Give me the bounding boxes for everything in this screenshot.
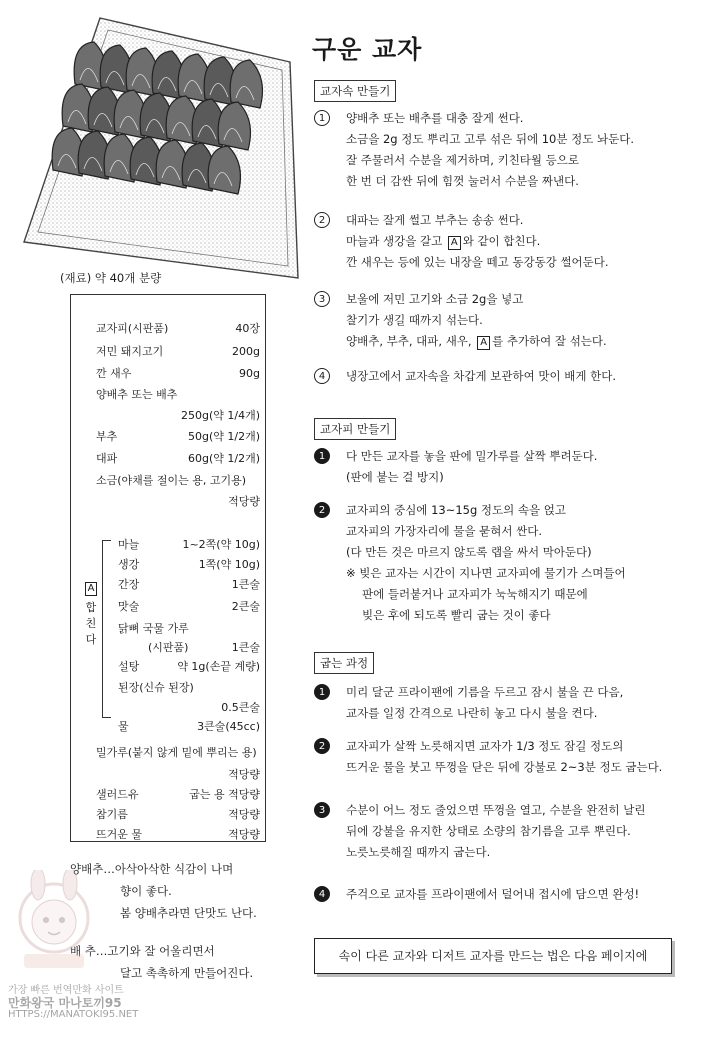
note-line: 달고 촉촉하게 만들어진다.	[120, 966, 254, 980]
step-number: 1	[314, 684, 330, 700]
step-line: 양배추, 부추, 대파, 새우, A 를 추가하여 잘 섞는다.	[346, 334, 607, 348]
ingredient-row	[118, 578, 260, 592]
ingredient-amount: 200g	[232, 345, 260, 358]
ingredient-name: 마늘	[118, 538, 140, 551]
ingredient-name: 소금(야채를 절이는 용, 고기용)	[96, 474, 247, 487]
ingredient-amount: 50g(약 1/2개)	[187, 430, 260, 443]
ingredient-name: 생강	[118, 558, 140, 571]
step-line: 판에 들러붙거나 교자피가 눅눅해지기 때문에	[362, 587, 588, 601]
watermark-mascot-logo	[4, 870, 104, 980]
filling-step-2	[314, 210, 704, 273]
step-number: 4	[314, 368, 330, 384]
step-line: 노릇노릇해질 때까지 굽는다.	[346, 845, 491, 859]
step-line: 잘 주물러서 수분을 제거하며, 키친타월 등으로	[346, 153, 580, 167]
ingredient-row	[118, 641, 260, 655]
ingredient-name: 간장	[118, 578, 140, 591]
note-line: 향이 좋다.	[120, 884, 172, 898]
note-line: 봄 양배추라면 단맛도 난다.	[120, 906, 257, 920]
watermark-text	[8, 985, 138, 1021]
ingredient-row	[96, 828, 260, 842]
step-line: 수분이 어느 정도 줄었으면 뚜껑을 열고, 수분을 완전히 날린	[346, 803, 646, 817]
cooking-step-3	[314, 800, 704, 863]
step-line: 미리 달군 프라이팬에 기름을 두르고 잠시 불을 끈 다음,	[346, 685, 624, 699]
ingredient-amount: 적당량	[228, 495, 260, 508]
ingredient-row	[96, 430, 260, 444]
ingredient-amount: 굽는 용 적당량	[189, 788, 260, 801]
page-title: 구운 교자	[312, 35, 423, 64]
watermark-line: 만화왕국 마나토끼95	[8, 996, 122, 1010]
step-number: 1	[314, 448, 330, 464]
step-line: (판에 붙는 걸 방지)	[346, 470, 444, 484]
ingredient-amount: 90g	[239, 367, 260, 380]
step-line: 교자피의 가장자리에 물을 묻혀서 싼다.	[346, 524, 543, 538]
step-number: 2	[314, 502, 330, 518]
a-marker: A	[448, 236, 461, 250]
step-line: ※ 빚은 교자는 시간이 지나면 교자피에 물기가 스며들어	[346, 566, 626, 580]
ingredient-amount: 1쪽(약 10g)	[198, 558, 260, 571]
ingredient-name: 저민 돼지고기	[96, 345, 164, 358]
step-line: 뒤에 강불을 유지한 상태로 소량의 참기름을 고루 뿌린다.	[346, 824, 631, 838]
step-line: 주걱으로 교자를 프라이팬에서 덜어내 접시에 담으면 완성!	[346, 887, 640, 901]
note-label: 배 추	[70, 944, 96, 958]
ingredient-row	[96, 452, 260, 466]
ingredient-name: 설탕	[118, 660, 140, 673]
a-marker: A	[85, 582, 98, 596]
filling-step-4	[314, 366, 704, 387]
step-line: 소금을 2g 정도 뿌리고 고루 섞은 뒤에 10분 정도 놔둔다.	[346, 132, 634, 146]
ingredient-name: 부추	[96, 430, 118, 443]
step-line: 양배추 또는 배추를 대충 잘게 썬다.	[346, 111, 524, 125]
step-line: 깐 새우는 등에 있는 내장을 떼고 동강동강 썰어둔다.	[346, 255, 609, 269]
ingredient-name: 교자피(시판품)	[96, 322, 169, 335]
ingredient-row	[118, 720, 260, 734]
step-line: 교자를 일정 간격으로 나란히 놓고 다시 불을 켠다.	[346, 706, 598, 720]
section-wrapper-title: 교자피 만들기	[314, 418, 396, 440]
filling-step-3	[314, 289, 704, 352]
ingredient-amount: 1큰술	[231, 578, 260, 591]
ingredient-amount: 250g(약 1/4개)	[180, 409, 260, 422]
a-label-char: 다	[85, 633, 97, 646]
ingredient-amount: 3큰술(45cc)	[197, 720, 260, 733]
step-line: 보울에 저민 고기와 소금 2g을 넣고	[346, 292, 524, 306]
ingredient-amount: 2큰술	[231, 600, 260, 613]
note-label: 양배추	[70, 862, 104, 876]
ingredient-name: 닭뼈 국물 가루	[118, 622, 189, 635]
ingredient-amount: 40장	[235, 322, 260, 335]
ingredient-amount: 적당량	[228, 768, 260, 781]
note-line: …아삭아삭한 식감이 나며	[103, 862, 234, 876]
step-line: 마늘과 생강을 갈고 A 와 같이 합친다.	[346, 234, 541, 248]
ingredient-row	[118, 538, 260, 552]
filling-step-1	[314, 108, 704, 192]
cooking-step-1	[314, 682, 704, 724]
watermark-line: HTTPS://MANATOKI95.NET	[8, 1009, 139, 1020]
ingredient-amount: 0.5큰술	[221, 701, 260, 714]
step-line: 다 만든 교자를 놓을 판에 밀가루를 살짝 뿌려둔다.	[346, 449, 598, 463]
cooking-step-2	[314, 736, 704, 778]
a-group-label	[84, 580, 98, 648]
ingredient-name: 물	[118, 720, 129, 733]
watermark-line: 가장 빠른 번역만화 사이트	[8, 985, 124, 996]
ingredient-row	[96, 322, 260, 336]
step-line: 찰기가 생길 때까지 섞는다.	[346, 313, 483, 327]
step-number: 1	[314, 110, 330, 126]
ingredient-row	[118, 558, 260, 572]
dumpling-plate-illustration	[20, 10, 310, 280]
cooking-step-4	[314, 884, 704, 905]
wrapper-step-1	[314, 446, 704, 488]
step-line: 빚은 후에 되도록 빨리 굽는 것이 좋다	[362, 608, 551, 622]
a-group-bracket	[102, 540, 111, 718]
ingredients-header: (재료) 약 40개 분량	[60, 271, 162, 285]
ingredient-name: 맛술	[118, 600, 140, 613]
ingredient-amount: 약 1g(손끝 계량)	[177, 660, 260, 673]
next-page-banner: 속이 다른 교자와 디저트 교자를 만드는 법은 다음 페이지에	[314, 938, 672, 974]
ingredient-row	[96, 409, 260, 423]
ingredient-row	[118, 701, 260, 715]
ingredient-name: 참기름	[96, 808, 128, 821]
a-label-char: 친	[85, 617, 97, 630]
ingredient-name: 밀가루(붙지 않게 밑에 뿌리는 용)	[96, 746, 257, 759]
a-marker: A	[477, 336, 490, 350]
ingredient-amount: 적당량	[228, 808, 260, 821]
step-line: 대파는 잘게 썰고 부추는 송송 썬다.	[346, 213, 524, 227]
ingredient-row	[96, 495, 260, 509]
ingredient-row	[96, 808, 260, 822]
ingredient-row	[118, 660, 260, 674]
a-label-char: 합	[85, 601, 97, 614]
step-line: 한 번 더 감싼 뒤에 힘껏 눌러서 수분을 짜낸다.	[346, 174, 579, 188]
ingredient-amount: 적당량	[228, 828, 260, 841]
ingredient-row	[96, 367, 260, 381]
ingredient-row	[96, 388, 260, 402]
ingredient-row	[96, 768, 260, 782]
section-cooking-title: 굽는 과정	[314, 652, 374, 674]
ingredient-name: 양배추 또는 배추	[96, 388, 178, 401]
ingredient-row	[96, 788, 260, 802]
step-line: (다 만든 것은 마르지 않도록 랩을 싸서 막아둔다)	[346, 545, 592, 559]
ingredient-amount: 1~2쪽(약 10g)	[182, 538, 260, 551]
ingredient-row	[96, 746, 260, 760]
note-line: …고기와 잘 어울리면서	[95, 944, 215, 958]
ingredient-name: 대파	[96, 452, 118, 465]
ingredient-row	[118, 681, 260, 695]
ingredient-name: 샐러드유	[96, 788, 139, 801]
step-line: 교자피가 살짝 노릇해지면 교자가 1/3 정도 잠길 정도의	[346, 739, 624, 753]
ingredient-row	[96, 345, 260, 359]
step-line: 교자피의 중심에 13~15g 정도의 속을 얹고	[346, 503, 567, 517]
step-number: 2	[314, 738, 330, 754]
ingredient-name: 깐 새우	[96, 367, 132, 380]
ingredient-row	[118, 600, 260, 614]
ingredient-row	[118, 622, 260, 636]
step-number: 3	[314, 802, 330, 818]
ingredient-row	[96, 474, 260, 488]
step-line: 뜨거운 물을 붓고 뚜껑을 닫은 뒤에 강불로 2~3분 정도 굽는다.	[346, 760, 663, 774]
step-line: 냉장고에서 교자속을 차갑게 보관하여 맛이 배게 한다.	[346, 369, 616, 383]
section-filling-title: 교자속 만들기	[314, 80, 396, 102]
ingredient-name: 뜨거운 물	[96, 828, 143, 841]
wrapper-step-2	[314, 500, 704, 626]
ingredient-name: (시판품)	[148, 641, 189, 654]
step-number: 4	[314, 886, 330, 902]
ingredient-name: 된장(신슈 된장)	[118, 681, 194, 694]
step-number: 2	[314, 212, 330, 228]
ingredient-amount: 1큰술	[231, 641, 260, 654]
ingredient-amount: 60g(약 1/2개)	[187, 452, 260, 465]
step-number: 3	[314, 291, 330, 307]
